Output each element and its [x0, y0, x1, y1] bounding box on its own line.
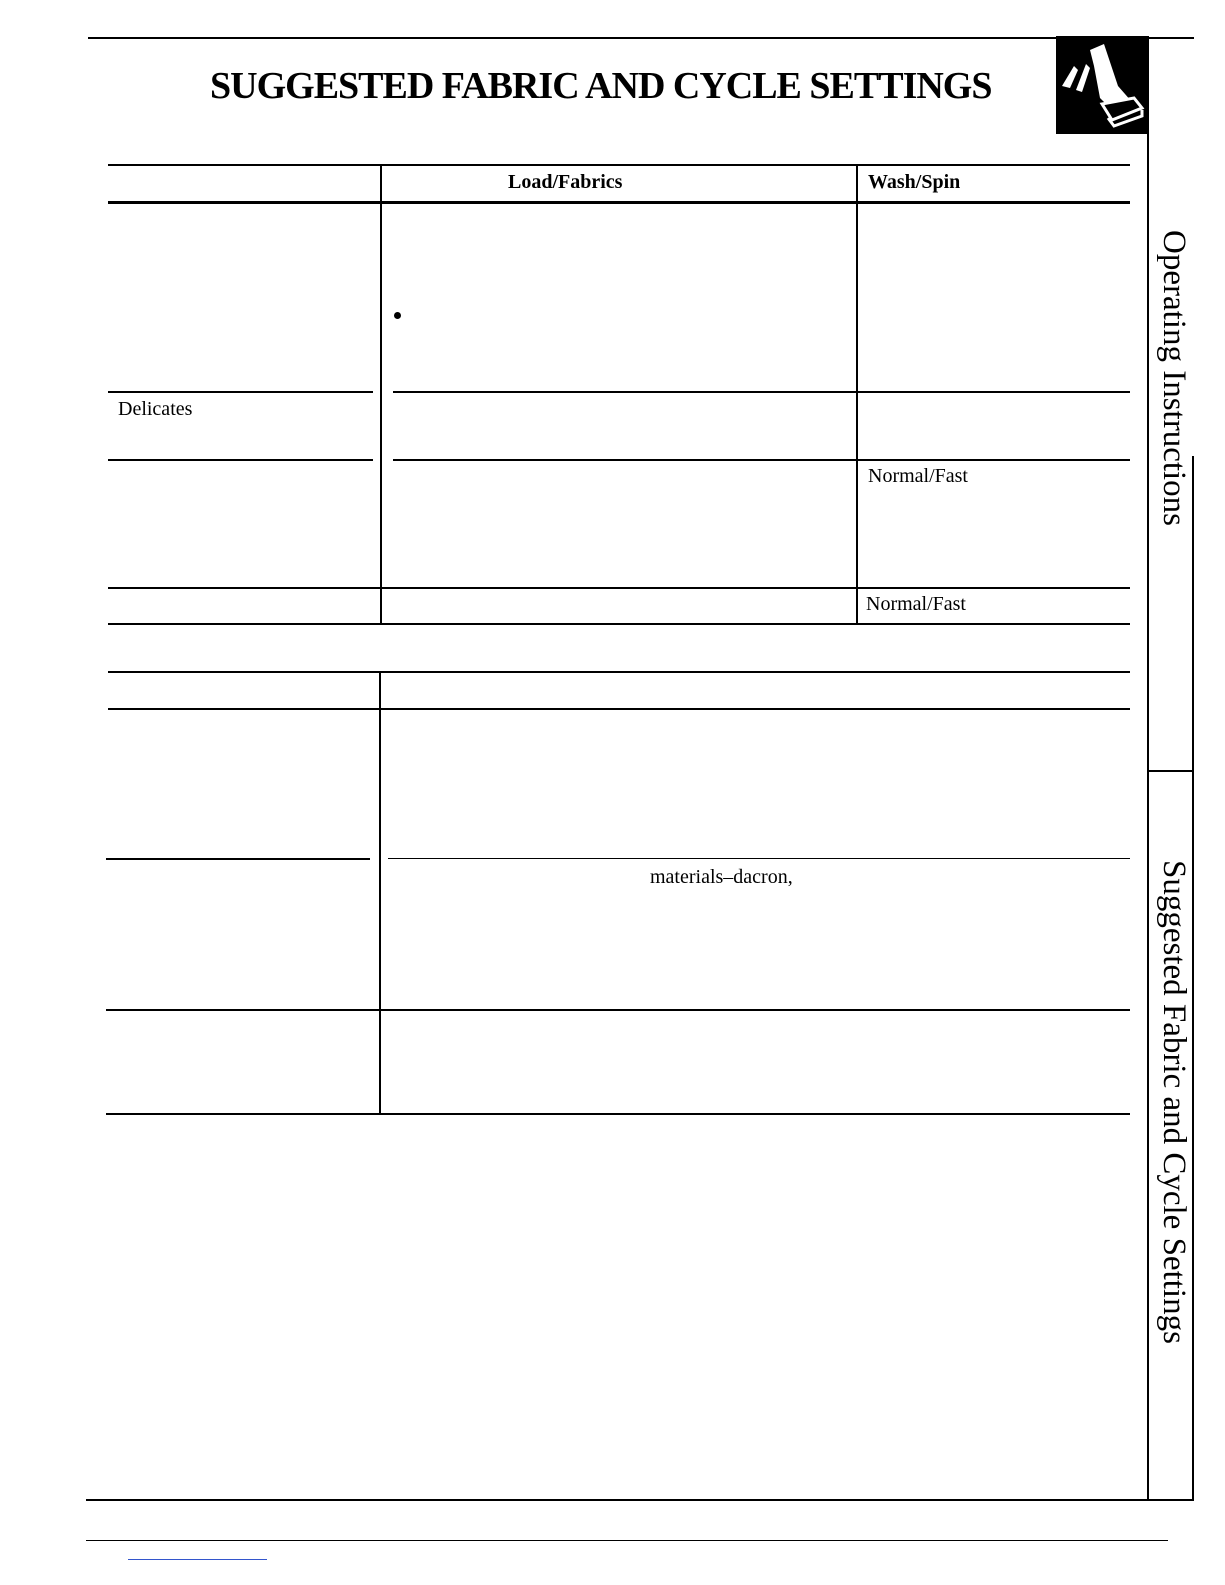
table1-row-rule [108, 587, 1130, 589]
table2-header-rule [108, 708, 1130, 710]
table1-col-divider-1 [380, 164, 382, 624]
bullet-icon [394, 312, 401, 319]
table2-row-rule [106, 858, 370, 860]
table1-row-rule [393, 459, 1130, 461]
table1-header-load-fabrics: Load/Fabrics [508, 171, 623, 193]
table2-top-rule [108, 671, 1130, 673]
table1-top-rule [108, 164, 1130, 166]
bottom-rule [86, 1499, 1194, 1501]
table1-bottom-rule [108, 623, 1130, 625]
table1-cell-delicates: Delicates [118, 398, 193, 420]
page-title: SUGGESTED FABRIC AND CYCLE SETTINGS [210, 65, 992, 107]
top-rule [88, 37, 1194, 39]
side-tab-border-outer [1192, 456, 1194, 1500]
table2-row-rule [106, 1009, 1130, 1011]
table2-cell-materials: materials–dacron, [650, 866, 793, 888]
table2-row-rule [388, 858, 1130, 859]
table2-bottom-rule [106, 1113, 1130, 1115]
side-tab-suggested-settings[interactable]: Suggested Fabric and Cycle Settings [1156, 860, 1192, 1344]
table1-cell-wash-spin: Normal/Fast [868, 465, 968, 487]
table1-header-rule [108, 201, 1130, 204]
table1-row-rule [108, 391, 373, 393]
footer-link-underline[interactable] [128, 1559, 267, 1560]
pressing-hand-icon [1056, 36, 1148, 134]
side-tab-border [1147, 36, 1149, 1500]
table1-row-rule [108, 459, 373, 461]
table2-col-divider [379, 671, 381, 1113]
side-tab-operating-instructions[interactable]: Operating Instructions [1156, 230, 1192, 527]
table1-row-rule [393, 391, 1130, 393]
footer-rule [86, 1540, 1168, 1541]
table1-cell-wash-spin: Normal/Fast [866, 593, 966, 615]
side-tab-divider [1147, 770, 1194, 772]
table1-col-divider-2 [856, 164, 858, 624]
table1-header-wash-spin: Wash/Spin [868, 171, 961, 193]
